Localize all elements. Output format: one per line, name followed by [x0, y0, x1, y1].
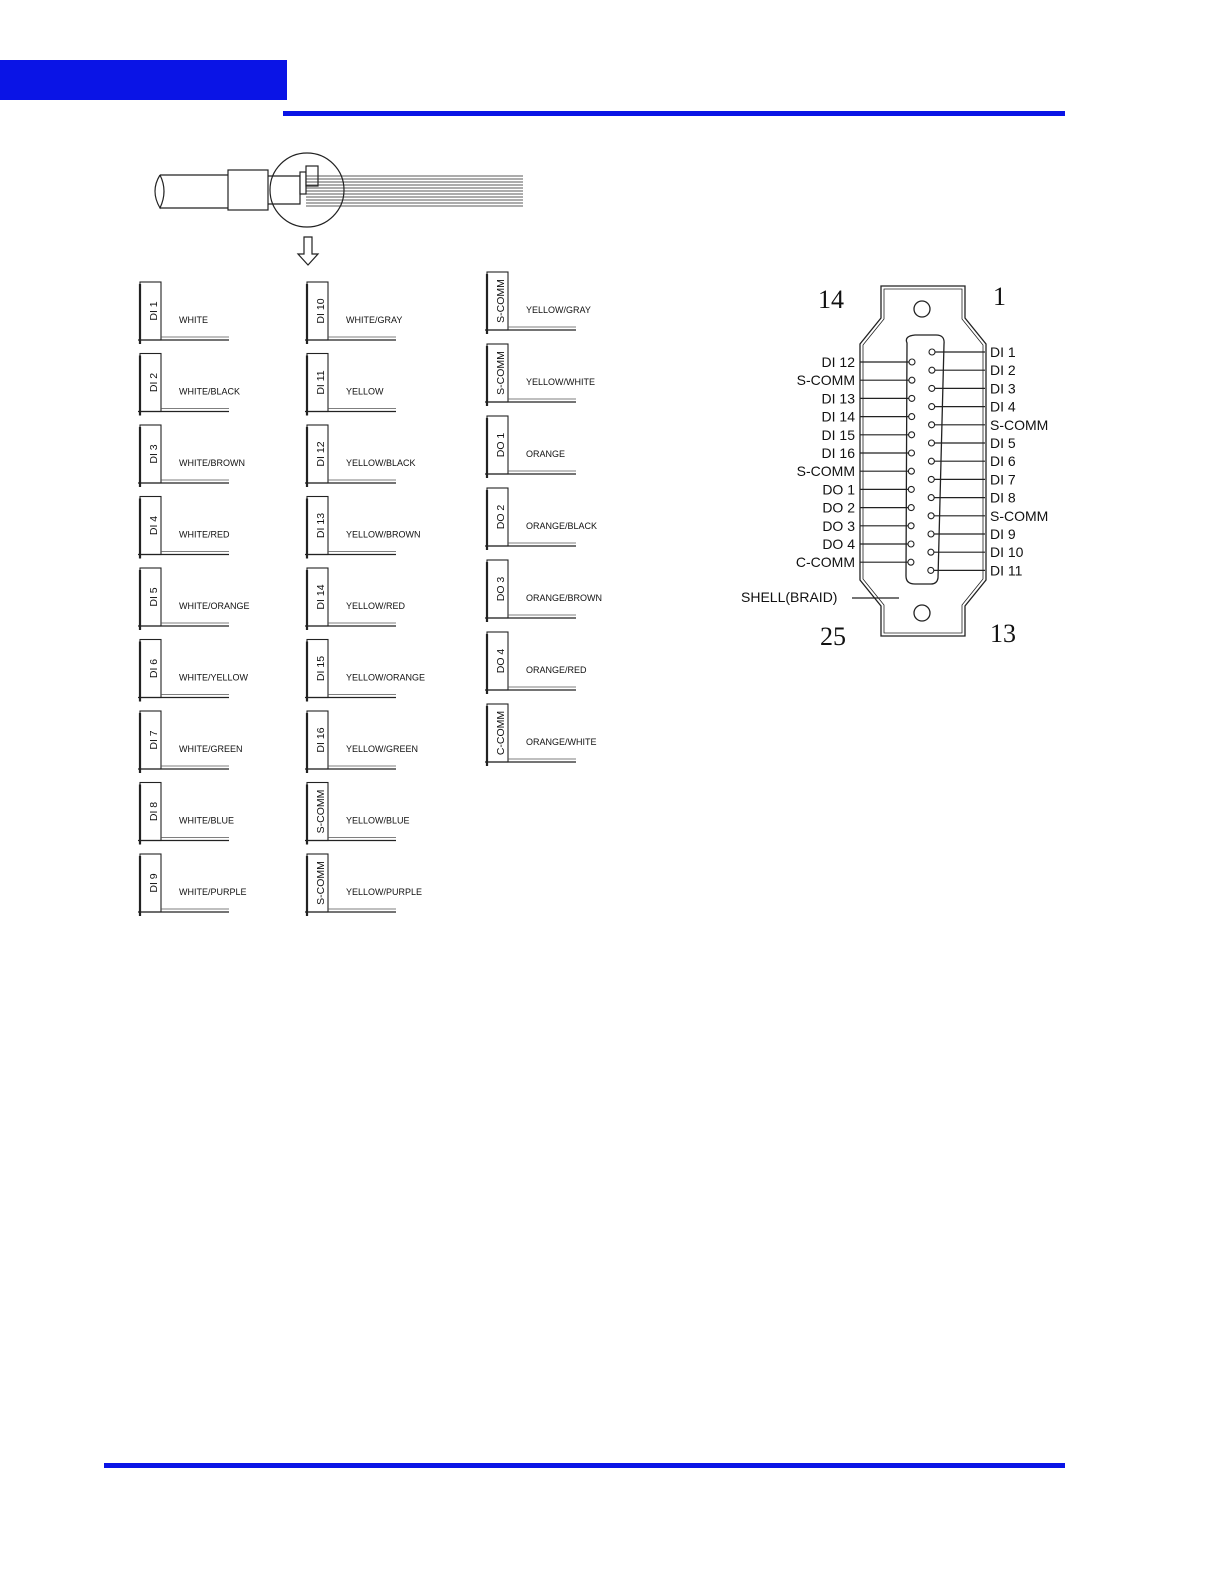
wire-color-label: YELLOW/ORANGE	[346, 672, 426, 683]
wire-signal-label: S-COMM	[314, 789, 327, 834]
down-arrow-icon	[298, 237, 318, 265]
pin-label: DI 8	[990, 489, 1016, 506]
wire-signal-label: DI 5	[147, 587, 160, 607]
shell-label: SHELL(BRAID)	[741, 589, 838, 605]
wire-color-label: YELLOW/PURPLE	[346, 887, 423, 897]
wire-label	[138, 282, 229, 344]
wire-color-label: WHITE/BLUE	[179, 815, 235, 826]
pin-hole	[928, 495, 934, 501]
corner-number-bottom-right: 13	[990, 619, 1016, 648]
wire-label	[138, 354, 240, 416]
wire-label	[138, 854, 247, 916]
pin-label: DI 15	[821, 426, 855, 443]
wire-color-label: WHITE/GREEN	[179, 744, 243, 754]
pin-label: DI 16	[821, 445, 855, 461]
corner-number-top-left: 14	[818, 285, 844, 314]
wire-color-label: ORANGE	[526, 449, 566, 459]
wire-signal-label: DI 16	[314, 727, 327, 753]
pin-hole	[929, 385, 935, 391]
wire-color-label: ORANGE/RED	[526, 665, 587, 675]
wire-color-label: YELLOW	[346, 386, 384, 397]
pin-hole	[929, 349, 935, 355]
pin-hole	[909, 395, 915, 401]
wire-label-list	[138, 272, 602, 916]
wire-color-label: WHITE/PURPLE	[179, 887, 247, 897]
wire-label	[138, 783, 234, 845]
wire-color-label: WHITE/RED	[179, 529, 230, 540]
pin-label: DO 1	[822, 481, 855, 498]
pin-label: DO 3	[822, 517, 855, 534]
wire-color-label: WHITE/BLACK	[179, 386, 241, 397]
wire-signal-label: S-COMM	[494, 351, 507, 395]
wire-signal-label: DO 1	[494, 432, 507, 458]
wire-label	[305, 783, 410, 845]
pin-label: DI 2	[990, 362, 1016, 379]
pin-hole	[928, 513, 934, 519]
wire-color-label: WHITE/YELLOW	[179, 672, 249, 683]
wire-label	[305, 425, 416, 487]
wire-color-label: YELLOW/GREEN	[346, 744, 419, 754]
wire-label	[305, 354, 396, 416]
cable-illustration	[155, 153, 523, 265]
wire-label	[485, 416, 576, 478]
pin-label: DI 9	[990, 526, 1016, 542]
pin-label: S-COMM	[990, 416, 1049, 433]
wire-color-label: ORANGE/BROWN	[526, 593, 603, 603]
wire-signal-label: C-COMM	[494, 710, 507, 756]
wire-color-label: WHITE/ORANGE	[179, 601, 250, 611]
pin-label: DI 6	[990, 453, 1016, 470]
wire-color-label: ORANGE/WHITE	[526, 737, 597, 747]
wire-color-label: YELLOW/GRAY	[526, 305, 591, 315]
pin-label: DI 13	[821, 390, 855, 407]
pin-hole	[909, 450, 915, 456]
wire-color-label: ORANGE/BLACK	[526, 521, 598, 531]
wire-signal-label: DO 3	[494, 576, 507, 602]
corner-number-bottom-left: 25	[820, 622, 846, 651]
pin-label: DI 10	[990, 544, 1024, 561]
pin-hole	[928, 476, 934, 482]
wire-color-label: YELLOW/WHITE	[526, 377, 596, 387]
wire-signal-label: S-COMM	[314, 861, 327, 905]
wire-signal-label: DO 4	[494, 648, 507, 674]
pin-label: DI 7	[990, 471, 1016, 488]
wire-label	[305, 568, 406, 630]
wire-color-label: WHITE/GRAY	[346, 315, 403, 325]
pin-label: S-COMM	[796, 372, 855, 389]
wire-label	[485, 560, 602, 622]
wire-color-label: YELLOW/BROWN	[346, 529, 421, 540]
wire-label	[305, 711, 418, 773]
wire-signal-label: DI 11	[314, 370, 327, 395]
wire-label	[485, 704, 597, 766]
db25-connector	[741, 282, 1048, 651]
wire-signal-label: DI 7	[147, 730, 160, 750]
pin-hole	[909, 377, 915, 383]
wire-color-label: YELLOW/BLUE	[346, 815, 410, 826]
wire-label	[305, 282, 402, 344]
pin-label: S-COMM	[796, 463, 855, 480]
pin-label: DI 11	[990, 562, 1023, 579]
wire-label	[305, 497, 421, 559]
wire-color-label: WHITE/BROWN	[179, 458, 245, 468]
pin-label: DI 12	[821, 354, 855, 370]
pin-hole	[908, 468, 914, 474]
pin-hole	[928, 567, 934, 573]
pin-hole	[929, 367, 935, 373]
pin-hole	[908, 505, 914, 511]
wire-signal-label: DI 8	[147, 801, 160, 822]
pin-label: DI 4	[990, 398, 1016, 415]
pin-label: DO 4	[822, 536, 855, 552]
pin-label: DI 5	[990, 435, 1016, 451]
pin-hole	[928, 531, 934, 537]
pin-hole	[908, 541, 914, 547]
pin-label: C-COMM	[795, 554, 855, 571]
wire-label	[305, 640, 425, 702]
pin-label: DI 3	[990, 380, 1016, 397]
wire-label	[138, 568, 250, 630]
wire-label	[485, 488, 597, 550]
wire-signal-label: DI 3	[147, 444, 160, 464]
wire-signal-label: DI 1	[147, 301, 160, 321]
wire-signal-label: DO 2	[494, 504, 507, 530]
wire-signal-label: DI 12	[314, 441, 327, 467]
corner-number-top-right: 1	[993, 282, 1006, 311]
pin-label: DI 1	[990, 344, 1016, 360]
pin-label: DO 2	[822, 499, 855, 516]
wire-signal-label: DI 15	[314, 655, 327, 682]
pin-label: S-COMM	[990, 507, 1049, 524]
pin-hole	[909, 432, 915, 438]
pin-hole	[929, 440, 935, 446]
wire-signal-label: DI 14	[314, 584, 327, 610]
pin-hole	[908, 559, 914, 565]
wire-signal-label: DI 13	[314, 512, 327, 539]
wire-signal-label: DI 6	[147, 658, 160, 679]
wire-label	[485, 272, 591, 334]
pin-hole	[909, 359, 915, 365]
wire-signal-label: DI 10	[314, 298, 327, 324]
wire-label	[305, 854, 422, 916]
wire-color-label: YELLOW/BLACK	[346, 458, 416, 468]
pin-hole	[929, 422, 935, 428]
pin-hole	[908, 486, 914, 492]
wire-label	[485, 632, 587, 694]
wire-signal-label: DI 2	[147, 372, 160, 393]
pin-hole	[928, 549, 934, 555]
wire-label	[138, 497, 230, 559]
pin-hole	[929, 404, 935, 410]
wire-label	[138, 425, 245, 487]
mounting-hole-bottom	[914, 605, 930, 621]
wire-signal-label: DI 4	[147, 515, 160, 536]
mounting-hole-top	[914, 301, 930, 317]
wire-signal-label: S-COMM	[494, 279, 507, 323]
wire-label	[485, 344, 595, 406]
wire-label	[138, 640, 249, 702]
wire-color-label: WHITE	[179, 315, 208, 325]
wire-label	[138, 711, 243, 773]
pin-hole	[908, 523, 914, 529]
wire-color-label: YELLOW/RED	[346, 601, 406, 611]
pin-hole	[928, 458, 934, 464]
pin-label: DI 14	[821, 408, 855, 425]
wire-bundle	[306, 176, 523, 206]
pin-hole	[909, 414, 915, 420]
wire-signal-label: DI 9	[147, 873, 160, 893]
